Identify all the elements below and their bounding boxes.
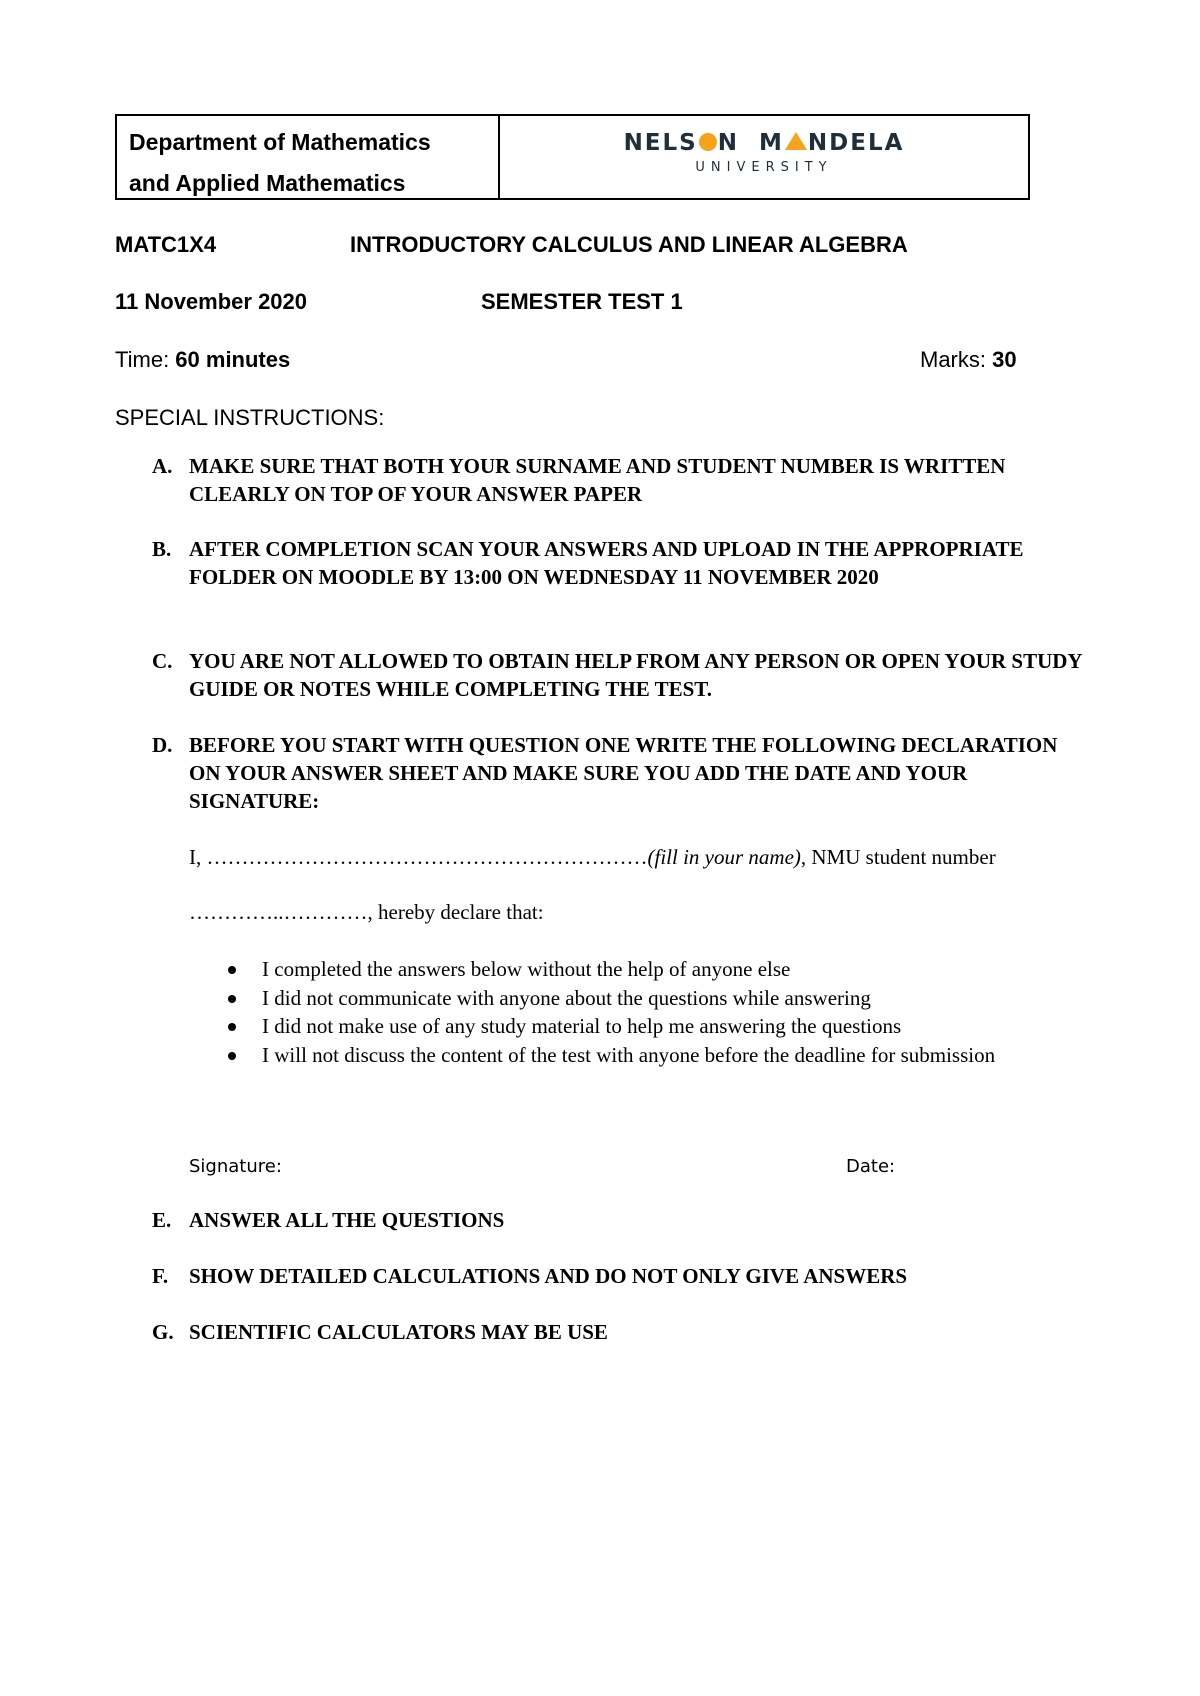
time-value: 60 minutes	[175, 347, 291, 372]
instruction-item	[152, 1262, 1092, 1290]
logo-circle-icon	[699, 133, 717, 151]
instruction-item	[152, 731, 1092, 815]
instruction-text: SCIENTIFIC CALCULATORS MAY BE USE	[189, 1320, 608, 1344]
header-box	[115, 114, 1030, 200]
instruction-letter: F.	[152, 1264, 169, 1288]
instruction-text: BEFORE YOU START WITH QUESTION ONE WRITE THE FOLLOWING DECLARATION ON YOUR ANSWER SHEET AND MAKE SURE YOU ADD THE DATE AND YOUR SIGNATURE:	[189, 733, 1058, 813]
name-blank: ………………………………………………………	[206, 845, 648, 869]
instruction-text: YOU ARE NOT ALLOWED TO OBTAIN HELP FROM ANY PERSON OR OPEN YOUR STUDY GUIDE OR NOTES WHILE COMPLETING THE TEST.	[189, 649, 1082, 701]
logo-cell	[500, 116, 1028, 198]
time-field	[115, 347, 290, 373]
bullet-icon	[228, 1052, 236, 1060]
declaration-line-1: I, ………………………………………………………(fill in your name), NMU student number	[189, 845, 996, 869]
instruction-item	[152, 535, 1092, 591]
logo-triangle-icon	[785, 132, 807, 150]
marks-field	[920, 347, 1017, 373]
instruction-item	[152, 452, 1092, 508]
department-line-1: Department of Mathematics	[129, 129, 431, 155]
instruction-text: ANSWER ALL THE QUESTIONS	[189, 1208, 505, 1232]
instruction-text: SHOW DETAILED CALCULATIONS AND DO NOT ONLY GIVE ANSWERS	[189, 1264, 908, 1288]
date-label: Date:	[846, 1156, 896, 1177]
instruction-letter: G.	[152, 1320, 174, 1344]
instruction-item	[152, 647, 1092, 703]
bullet-icon	[228, 1023, 236, 1031]
instruction-letter: D.	[152, 733, 173, 757]
list-item: I will not discuss the content of the test with anyone before the deadline for submission	[222, 1041, 1022, 1070]
list-item: I completed the answers below without the help of anyone else	[222, 955, 1022, 984]
instruction-text: MAKE SURE THAT BOTH YOUR SURNAME AND STUDENT NUMBER IS WRITTEN CLEARLY ON TOP OF YOUR ANSWER PAPER	[189, 454, 1006, 506]
list-item: I did not make use of any study material to help me answering the questions	[222, 1012, 1022, 1041]
marks-label: Marks:	[920, 347, 993, 372]
student-number-blank: …………..…………	[189, 900, 368, 924]
department-line-2: and Applied Mathematics	[129, 170, 406, 196]
declaration-bullets	[222, 955, 1022, 1069]
bullet-icon	[228, 995, 236, 1003]
declaration-line-2: …………..…………, hereby declare that:	[189, 900, 544, 924]
instruction-letter: A.	[152, 454, 173, 478]
department-cell	[117, 116, 500, 198]
time-label: Time:	[115, 347, 176, 372]
instruction-item	[152, 1206, 1092, 1234]
instruction-letter: B.	[152, 537, 172, 561]
bullet-icon	[228, 966, 236, 974]
marks-value: 30	[992, 347, 1017, 372]
logo-subtitle: UNIVERSITY	[695, 160, 833, 175]
special-instructions-heading: SPECIAL INSTRUCTIONS:	[115, 405, 385, 430]
fill-in-name-hint: (fill in your name)	[647, 845, 801, 869]
test-date: 11 November 2020	[115, 289, 308, 314]
course-code: MATC1X4	[115, 232, 217, 257]
instruction-item	[152, 1318, 1092, 1346]
test-name: SEMESTER TEST 1	[481, 289, 683, 314]
instruction-text: AFTER COMPLETION SCAN YOUR ANSWERS AND UPLOAD IN THE APPROPRIATE FOLDER ON MOODLE BY 13:00 ON WEDNESDAY 11 NOVEMBER 2020	[189, 537, 1024, 589]
signature-label: Signature:	[189, 1156, 282, 1177]
instruction-letter: C.	[152, 649, 173, 673]
instruction-letter: E.	[152, 1208, 172, 1232]
course-title: INTRODUCTORY CALCULUS AND LINEAR ALGEBRA	[350, 232, 908, 257]
university-logo	[500, 130, 1028, 175]
list-item: I did not communicate with anyone about the questions while answering	[222, 984, 1022, 1013]
logo-wordmark: NELS N M NDELA	[623, 130, 905, 156]
